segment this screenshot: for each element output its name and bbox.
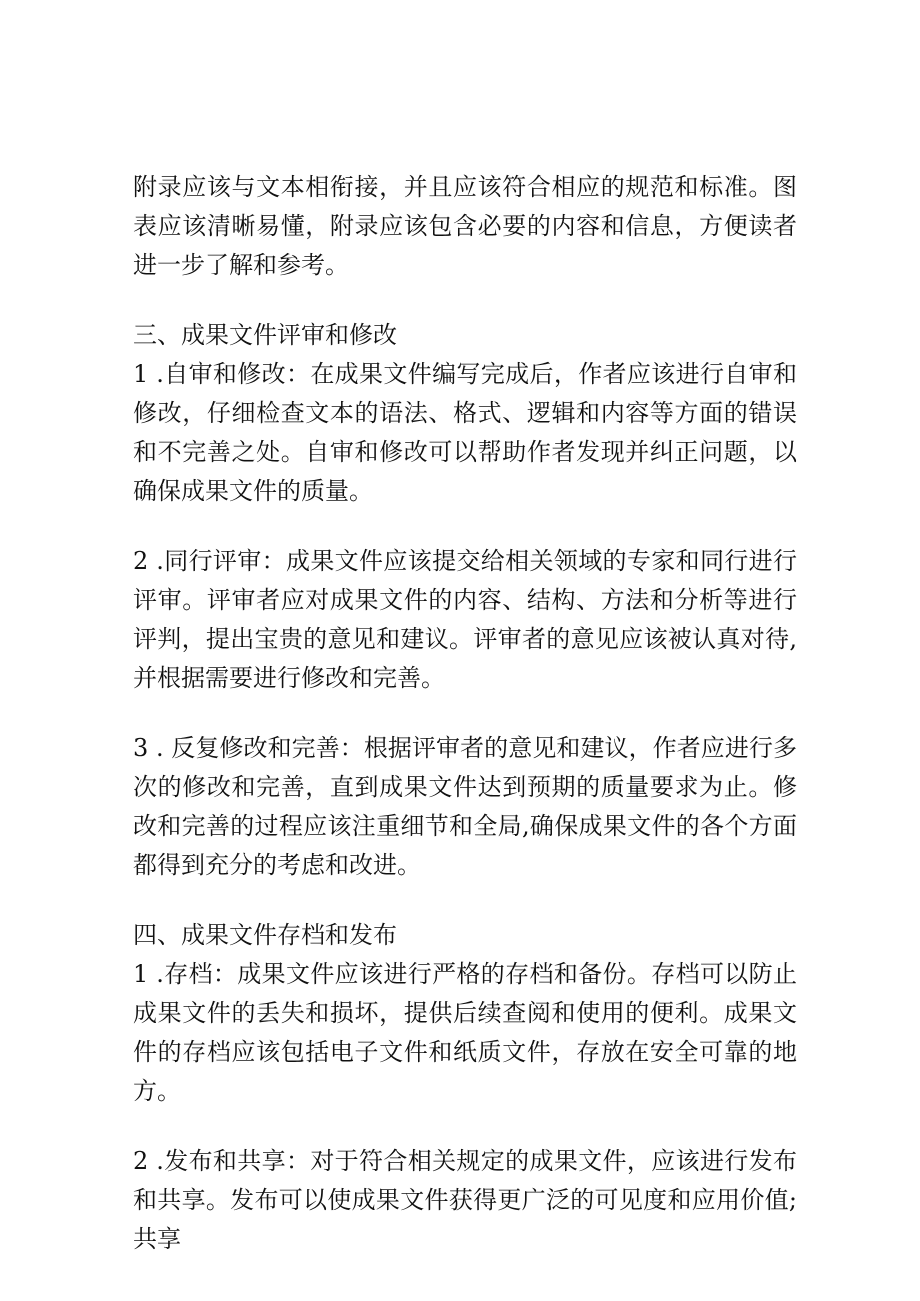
section3-item-3: 3 . 反复修改和完善：根据评审者的意见和建议，作者应进行多次的修改和完善，直到成果文件达到预期的质量要求为止。修改和完善的过程应该注重细节和全局,确保成果文件的各个方面都得到充分的考虑和改进。 [133,734,797,879]
section4-heading: 四、成果文件存档和发布 [133,921,397,949]
intro-paragraph: 附录应该与文本相衔接，并且应该符合相应的规范和标准。图表应该清晰易懂，附录应该包含必要的内容和信息，方便读者进一步了解和参考。 [133,173,797,279]
section3-heading: 三、成果文件评审和修改 [133,321,397,349]
section4-item-2: 2 .发布和共享：对于符合相关规定的成果文件，应该进行发布和共享。发布可以使成果文件获得更广泛的可见度和应用价值;共享 [133,1147,797,1253]
section3-item-1: 1 .自审和修改：在成果文件编写完成后，作者应该进行自审和修改，仔细检查文本的语法、格式、逻辑和内容等方面的错误和不完善之处。自审和修改可以帮助作者发现并纠正问题，以确保成果文件的质量。 [133,360,797,505]
section3-item-2: 2 .同行评审：成果文件应该提交给相关领域的专家和同行进行评审。评审者应对成果文件的内容、结构、方法和分析等进行评判，提出宝贵的意见和建议。评审者的意见应该被认真对待,并根据需要进行修改和完善。 [133,547,797,692]
section4-item-1: 1 .存档：成果文件应该进行严格的存档和备份。存档可以防止成果文件的丢失和损坏，提供后续查阅和使用的便利。成果文件的存档应该包括电子文件和纸质文件，存放在安全可靠的地方。 [133,960,797,1105]
document-page [133,168,797,1259]
